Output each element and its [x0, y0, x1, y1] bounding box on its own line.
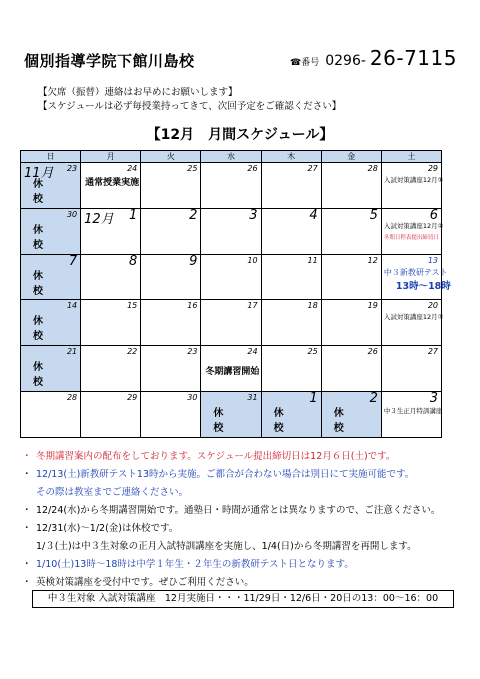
- weekday-sat: 土: [381, 151, 441, 163]
- day-number: 4: [309, 207, 318, 223]
- notice-item: [22, 484, 462, 502]
- phone-label: ☎番号: [290, 58, 320, 68]
- closed-label: 休 校: [333, 408, 370, 435]
- day-number: 25: [187, 164, 198, 173]
- calendar-day-cell: [141, 346, 201, 392]
- notice-item: [22, 520, 462, 538]
- closed-label: 休 校: [33, 224, 69, 251]
- monthly-calendar: [20, 150, 451, 438]
- closed-label: 休 校: [33, 316, 69, 343]
- calendar-title: 【12月 月間スケジュール】: [146, 127, 334, 143]
- notice-text: 12/13(土)新教研テスト13時から実施。ご都合が合わない場合は別日にて実施可能です。: [36, 469, 415, 480]
- month-label: 11月: [24, 166, 54, 181]
- day-number: 14: [66, 301, 78, 311]
- day-number: 31: [247, 393, 258, 403]
- calendar-day-cell: [201, 254, 261, 300]
- bullet-mark: ・: [22, 523, 32, 534]
- calendar-day-cell: [321, 346, 381, 392]
- day-number: 20: [427, 301, 438, 311]
- event-label-secondary: 13時～18時: [395, 280, 451, 292]
- notice-text: 1/３(土)は中３生対象の正月入試特訓講座を実施し、1/4(日)から冬期講習を再開します。: [36, 541, 417, 552]
- calendar-day-cell: [261, 163, 321, 209]
- calendar-day-cell: [21, 346, 81, 392]
- day-number: 27: [307, 164, 318, 173]
- weekday-fri: 金: [321, 151, 381, 163]
- closed-label: 休 校: [273, 408, 310, 435]
- calendar-day-cell: [201, 300, 261, 346]
- notice-item: [22, 538, 462, 556]
- notice-item: [22, 466, 462, 484]
- event-label-secondary: 冬期日程表提出締切日: [383, 234, 439, 241]
- closed-label: 休 校: [33, 362, 69, 389]
- day-number: 30: [66, 209, 78, 219]
- day-number: 29: [127, 393, 138, 403]
- calendar-day-cell: [321, 254, 381, 300]
- calendar-day-cell: [381, 392, 441, 438]
- calendar-day-cell: [141, 208, 201, 254]
- absence-note: 【欠席（振替）連絡はお早めにお願いします】: [38, 87, 238, 98]
- calendar-week-row: [21, 300, 442, 346]
- calendar-week-row: [21, 208, 442, 254]
- calendar-day-cell: [81, 346, 141, 392]
- calendar-day-cell: [381, 346, 441, 392]
- notice-text: その際は教室までご連絡ください。: [36, 487, 189, 498]
- month-label: 12月: [84, 211, 114, 227]
- day-number: 2: [189, 207, 198, 223]
- day-number: 12: [367, 255, 378, 265]
- notice-item: [22, 556, 462, 574]
- notice-text: 12/24(水)から冬期講習開始です。通塾日・時間が通常とは異なりますので、ご注意ください。: [36, 505, 441, 516]
- day-number: 18: [307, 301, 318, 311]
- schedule-note: 【スケジュールは必ず毎授業持ってきて、次回予定をご確認ください】: [38, 101, 342, 112]
- school-name: 個別指導学院下館川島校: [24, 52, 195, 70]
- day-number: 2: [369, 391, 378, 407]
- weekday-thu: 木: [261, 151, 321, 163]
- day-number: 1: [309, 391, 318, 407]
- closed-label: 休 校: [213, 408, 250, 435]
- event-label: 中３新教研テスト: [383, 267, 448, 277]
- calendar-day-cell: [21, 254, 81, 300]
- day-number: 28: [66, 393, 78, 403]
- calendar-day-cell: [261, 346, 321, 392]
- calendar-day-cell: [261, 392, 321, 438]
- bullet-mark: ・: [22, 505, 32, 516]
- calendar-day-cell: [141, 300, 201, 346]
- day-number: 3: [249, 207, 258, 223]
- weekday-mon: 月: [81, 151, 141, 163]
- day-number: 15: [127, 301, 138, 311]
- phone-number: [290, 46, 457, 70]
- calendar-day-cell: [81, 254, 141, 300]
- day-number: 23: [66, 164, 78, 173]
- notice-item: [22, 448, 462, 466]
- event-label: 中３生正月特訓講座: [383, 407, 443, 416]
- day-number: 27: [427, 347, 438, 357]
- day-number: 10: [247, 255, 258, 265]
- day-number: 29: [427, 164, 438, 173]
- calendar-day-cell: [321, 392, 381, 438]
- calendar-day-cell: [21, 208, 81, 254]
- calendar-day-cell: [261, 208, 321, 254]
- day-number: 11: [307, 255, 318, 265]
- calendar-day-cell: [141, 163, 201, 209]
- calendar-day-cell: [381, 163, 444, 209]
- day-number: 22: [127, 347, 138, 357]
- day-number: 25: [307, 347, 318, 357]
- calendar-week-row: [21, 254, 442, 300]
- bullet-mark: ・: [22, 469, 32, 480]
- event-label: 入試対策講座12月③: [383, 313, 444, 322]
- day-number: 8: [129, 253, 138, 269]
- day-number: 23: [187, 347, 198, 357]
- day-number: 24: [127, 164, 138, 173]
- calendar-day-cell: [201, 346, 261, 392]
- bullet-mark: ・: [22, 559, 32, 570]
- day-number: 13: [427, 255, 438, 265]
- weekday-tue: 火: [141, 151, 201, 163]
- day-number: 3: [429, 391, 438, 407]
- calendar-day-cell: [81, 208, 141, 254]
- day-number: 16: [187, 301, 198, 311]
- event-label: 入試対策講座12月②: [383, 221, 444, 230]
- day-number: 7: [68, 253, 78, 269]
- weekday-sun: 日: [21, 151, 81, 163]
- calendar-day-cell: [381, 254, 451, 300]
- bullet-mark: ・: [22, 577, 32, 588]
- notice-list: [22, 448, 462, 592]
- calendar-day-cell: [21, 300, 81, 346]
- day-number: 6: [429, 207, 438, 223]
- calendar-day-cell: [201, 392, 261, 438]
- exam-course-box: 中３生対象 入試対策講座 12月実施日・・・11/29日・12/6日・20日の13：00～16：00: [32, 590, 454, 608]
- day-number: 21: [66, 347, 78, 357]
- day-number: 19: [367, 301, 378, 311]
- event-label: 入試対策講座12月①: [383, 176, 444, 184]
- calendar-day-cell: [201, 163, 261, 209]
- calendar-week-row: [21, 392, 442, 438]
- calendar-day-cell: [21, 392, 81, 438]
- calendar-week-row: [21, 346, 442, 392]
- day-number: 5: [369, 207, 378, 223]
- day-number: 26: [367, 347, 378, 357]
- calendar-day-cell: [321, 300, 381, 346]
- calendar-day-cell: [201, 208, 261, 254]
- notice-text: 冬期講習案内の配布をしております。スケジュール提出締切日は12月６日(土)です。: [36, 451, 396, 462]
- phone-local-number: 26-7115: [369, 46, 457, 70]
- calendar-day-cell: [81, 163, 141, 209]
- event-label: 通常授業実施: [85, 178, 140, 188]
- notice-item: [22, 502, 462, 520]
- day-number: 30: [187, 393, 198, 403]
- notice-text: 1/10(土)13時～18時は中学１年生・２年生の新教研テスト日となります。: [36, 559, 354, 570]
- calendar-day-cell: [141, 254, 201, 300]
- notice-text: 12/31(水)～1/2(金)は休校です。: [36, 523, 179, 534]
- day-number: 26: [247, 164, 258, 173]
- weekday-header-row: [21, 151, 442, 163]
- closed-label: 休 校: [33, 179, 69, 205]
- calendar-day-cell: [321, 208, 381, 254]
- day-number: 17: [247, 301, 258, 311]
- calendar-day-cell: [321, 163, 381, 209]
- phone-area-code: 0296-: [325, 53, 366, 69]
- calendar-day-cell: [21, 163, 81, 209]
- day-number: 1: [129, 207, 138, 223]
- calendar-week-row: [21, 163, 442, 209]
- notice-text: 英検対策講座を受付中です。ぜひご利用ください。: [36, 577, 254, 588]
- weekday-wed: 水: [201, 151, 261, 163]
- calendar-day-cell: [381, 207, 444, 254]
- event-label: 冬期講習開始: [205, 367, 260, 378]
- calendar-day-cell: [261, 300, 321, 346]
- calendar-day-cell: [141, 392, 201, 438]
- calendar-day-cell: [81, 392, 141, 438]
- day-number: 9: [189, 253, 198, 269]
- closed-label: 休 校: [33, 270, 69, 297]
- bullet-mark: ・: [22, 451, 32, 462]
- calendar-day-cell: [261, 254, 321, 300]
- day-number: 24: [247, 347, 258, 357]
- day-number: 28: [367, 164, 378, 173]
- calendar-day-cell: [81, 300, 141, 346]
- calendar-day-cell: [381, 300, 444, 346]
